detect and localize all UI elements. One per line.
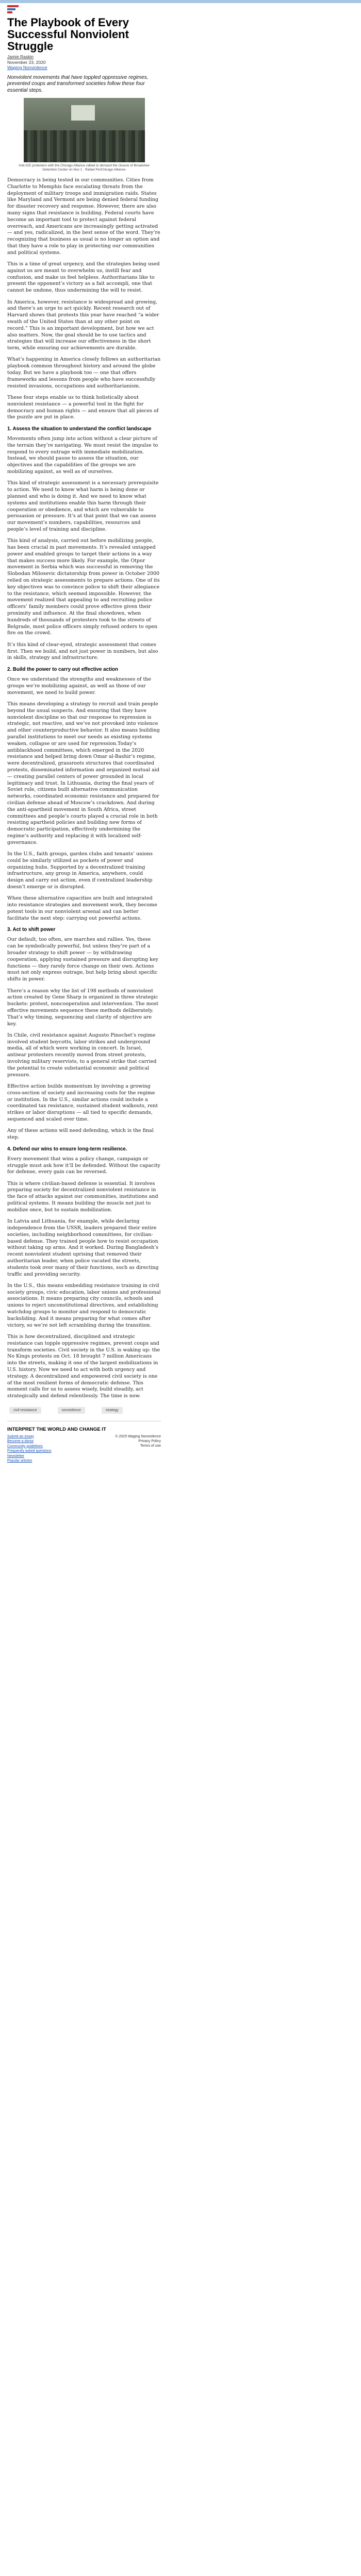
intro-paragraph: This is a time of great urgency, and the strategies being used against us are meant to overwhelm us, instill fear and confusion, and make us feel helpless. Authoritarians like to present the opponent’s victory as a fait accompli, one that cannot be undone, thus undermining the will to resist.	[7, 261, 160, 294]
section-paragraph: Movements often jump into action without a clear picture of the terrain they’re navigating. We must resist the impulse to respond to every outrage with immediate mobilization. Instead, we should pause to assess the situation, our objectives and the capabilities of the groups we are mobilizing against, as well as of ourselves.	[7, 436, 158, 475]
tag[interactable]: civil resistance	[9, 1407, 41, 1414]
section-paragraph: In the U.S., faith groups, garden clubs and tenants’ unions could be similarly utilized as pockets of power and organizing hubs. Supported by a decentralized training infrastructure, any group in America, anywhere, could design and carry out action, even if centralized leadership doesn’t emerge or is disrupted.	[7, 851, 153, 890]
tag[interactable]: strategy	[102, 1407, 123, 1414]
section-paragraph: This is where civilian-based defense is essential. It involves preparing society for decentralized nonviolent resistance in the face of attacks against our communities, institutions and political systems. It means building the muscle not just to mobilize once, but to sustain mobilization.	[7, 1180, 158, 1213]
footer-legal	[115, 1434, 161, 1464]
section-paragraph: Every movement that wins a policy change, campaign or struggle must ask how it’ll be defended. Without the capacity for defense, every gain can be reversed.	[7, 1156, 160, 1175]
article-author[interactable]: Jamie Raskin	[7, 54, 34, 59]
section-paragraph: This kind of strategic assessment is a necessary prerequisite to action. We need to know what harm is being done or planned and who is doing it. And we need to know what systems and institutions enable this harm through their cooperation or obedience, and which are vulnerable to persuasion or pressure. It’s at that point that we can assess our movement’s numbers, capabilities, resources and people’s level of training and discipline.	[7, 480, 159, 532]
section-heading-act: 3. Act to shift power	[7, 927, 56, 933]
section-heading-assess: 1. Assess the situation to understand the conflict landscape	[7, 426, 152, 432]
section-paragraph: This means developing a strategy to recruit and train people beyond the usual suspects. And ensuring that they have nonviolent discipline so that our response to repression is strategic, not reactive, and we’ve not provoked into violence and other counterproductive behavior. It also means building parallel institutions to meet our needs as existing systems weaken, collapse or are used for repression.Today’s antiblackhood committees, which emerged in the 2020 resistance and helped bring down Omar al-Bashir’s regime, were decentralized, grassroots structures that coordinated protests, disseminated information and organized mutual aid — creating parallel centers of power grounded in local legitimacy and trust. In Lithuania, during the final years of Soviet rule, citizens built alternative communication networks, coordinated economic resistance and prepared for civilian defense ahead of Moscow’s crackdown. And during the anti-apartheid movement in South Africa, street committees and people’s courts played a crucial role in both resisting apartheid policies and building new forms of democratic participation, effectively undermining the regime’s authority and replacing it with localized self-governance.	[7, 701, 160, 845]
hero-caption: Anti-ICE protesters with the Chicago Alliance rallied to demand the closure of Broadview Detention Center on Nov 1 · Rafael Pe/Chicago Alliance	[19, 164, 150, 172]
protest-crowd	[24, 130, 145, 162]
footer-link[interactable]: Community guidelines	[7, 1444, 43, 1448]
terms-link[interactable]: Terms of use	[140, 1444, 161, 1448]
footer-link[interactable]: Popular articles	[7, 1459, 32, 1463]
section-paragraph: In Chile, civil resistance against Augusto Pinochet’s regime involved student boycotts, labor strikes and underground media, all of which were working in concert. In Israel, antiwar protesters recently moved from street protests, involving military reservists, to a general strike that carried the potential to create substantial economic and political pressure.	[7, 1032, 157, 1078]
article-title: The Playbook of Every Successful Nonviolent Struggle	[7, 16, 129, 53]
section-paragraph: When these alternative capacities are built and integrated into resistance strategies and movement work, they become potent tools in our nonviolent arsenal and can better facilitate the next step: carrying out powerful actions.	[7, 895, 157, 921]
footer-link[interactable]: Submit an essay	[7, 1434, 34, 1438]
section-paragraph: Once we understand the strengths and weaknesses of the groups we’re mobilizing against, as well as those of our movement, we need to build power.	[7, 676, 152, 696]
copyright: © 2025 Waging Nonviolence	[115, 1434, 161, 1438]
protest-sign	[71, 105, 95, 121]
intro-paragraph: In America, however, resistance is widespread and growing, and there’s an urge to act quickly. Recent research out of Harvard shows that protests this year have reached “a wider swath of the United States than at any other point on record.” This is an important development, but how we act also matters. Now, the goal should be to use tactics and strategies that will increase our effectiveness in the short term, while ensuring our achievements are durable.	[7, 299, 159, 351]
article-column	[7, 5, 161, 1464]
section-paragraph: Effective action builds momentum by involving a growing cross-section of society and increasing costs for the regime or institution. In the U.S., similar actions could include a coordinated tax resistance, sustained student walkouts, rent strikes or labor disruptions — all tied to specific demands, sequenced and scaled over time.	[7, 1083, 158, 1122]
section-paragraph: This is how decentralized, disciplined and strategic resistance can topple oppressive regimes, prevent coups and transform societies. Civil society in the U.S. is waking up: the No Kings protests on Oct. 18 brought 7 million Americans into the streets, making it one of the largest mobilizations in U.S. history. Now we need to act with both urgency and strategy. A decentralized and empowered civil society is one of the most resilient forms of democratic defense. This moment calls for us to assess wisely, build steadily, act strategically and defend relentlessly. The time is now.	[7, 1333, 160, 1399]
footer-heading: INTERPRET THE WORLD AND CHANGE IT	[7, 1426, 106, 1432]
footer-link[interactable]: Newsletter	[7, 1454, 25, 1458]
article-source-link[interactable]: Waging Nonviolence	[7, 65, 47, 70]
tag-list	[7, 1407, 161, 1414]
footer-link[interactable]: Become a donor	[7, 1439, 34, 1444]
privacy-link[interactable]: Privacy Policy	[138, 1439, 161, 1443]
article-meta	[7, 54, 161, 71]
article-date: November 23, 2020	[7, 59, 46, 65]
article-body	[7, 177, 161, 1400]
section-paragraph: It’s this kind of clear-eyed, strategic assessment that comes first. Then we build, and not just power in numbers, but also in skills, strategy and infrastructure.	[7, 641, 158, 661]
top-accent-bar	[0, 0, 361, 3]
section-paragraph: Our default, too often, are marches and rallies. Yes, these can be symbolically powerful, but unless they’re part of a broader strategy to shift power — by withdrawing cooperation, applying sustained pressure and disrupting key functions — they rarely force change on their own. Actions must not only express outrage, but help bring about specific shifts in power.	[7, 937, 158, 982]
intro-paragraph: What’s happening in America closely follows an authoritarian playbook common throughout history and around the globe today. But we have a playbook too — one that offers frameworks and lessons from people who have successfully resisted invasions, occupations and authoritarianism.	[7, 357, 161, 389]
section-paragraph: There’s a reason why the list of 198 methods of nonviolent action created by Gene Sharp is organized in three strategic buckets: protest, noncooperation and intervention. The most effective movements sequence these methods deliberately. That’s why timing, sequencing and clarity of objective are key.	[7, 988, 159, 1027]
section-heading-defend: 4. Defend our wins to ensure long-term resilience.	[7, 1146, 127, 1152]
section-paragraph: Any of these actions will need defending, which is the final step.	[7, 1128, 154, 1140]
section-heading-build: 2. Build the power to carry out effective action	[7, 667, 119, 673]
hero-image	[24, 98, 145, 162]
site-logo-icon[interactable]	[7, 5, 19, 14]
footer-links	[7, 1434, 52, 1464]
tag[interactable]: nonviolence	[58, 1407, 85, 1414]
footer	[7, 1427, 161, 1464]
footer-link[interactable]: Frequently asked questions	[7, 1449, 52, 1453]
intro-paragraph: Democracy is being tested in our communities. Cities from Charlotte to Memphis face escalating threats from the deployment of military troops and immigration raids. States like Maryland and Vermont are being denied federal funding for disaster recovery and response. However, there are also many signs that resistance is building. Federal courts have become an important tool to protect against federal overreach, and Americans are increasingly getting activated — and yes, radicalized, in the best sense of the word. They’re recognizing that business as usual is no longer an option and that they have a role to play in protecting our communities and political systems.	[7, 177, 160, 256]
section-paragraph: In Latvia and Lithuania, for example, while declaring independence from the USSR, leaders prepared their entire societies, including neighborhood committees, for civilian-based defense. They trained people how to resist occupation without taking up arms. And it worked. During Bangladesh’s recent nonviolent student uprising that removed their authoritarian leader, when police vacated the streets, students took over many of their functions, such as directing traffic and providing security.	[7, 1218, 159, 1277]
article-dek: Nonviolent movements that have toppled oppressive regimes, prevented coups and transformed societies follow these four essential steps.	[7, 74, 149, 93]
intro-paragraph: These four steps enable us to think holistically about nonviolent resistance — a powerful tool in the fight for democracy and human rights — and ensure that all pieces of the puzzle are put in place.	[7, 394, 159, 420]
section-paragraph: This kind of analysis, carried out before mobilizing people, has been crucial in past movements. It’s revealed untapped power and enabled groups to target their actions in a way that makes success more likely. For example, the Otpor movement in Serbia which was successful in removing the Slobodan Milosevic dictatorship from power in October 2000 relied on strategic assessments to prepare actions. One of its key objectives was to convince police to shift their allegiance to the resistance, which seemed impossible. However, the movement realized that appealing to and recruiting police officers’ family members could prove effective given their proximity and influence. At the final showdown, when hundreds of thousands of protesters took to the streets of Belgrade, most police officers simply refused orders to open fire on the crowd.	[7, 538, 160, 636]
section-paragraph: In the U.S., this means embedding resistance training in civil society groups, civic education, labor unions and professional associations. It means preparing city councils, schools and unions to reject unconstitutional directives, and establishing watchdog groups to monitor and respond to democratic backsliding. And it means preparing for what comes after victory, so we’re not left scrambling during the transition.	[7, 1282, 161, 1328]
